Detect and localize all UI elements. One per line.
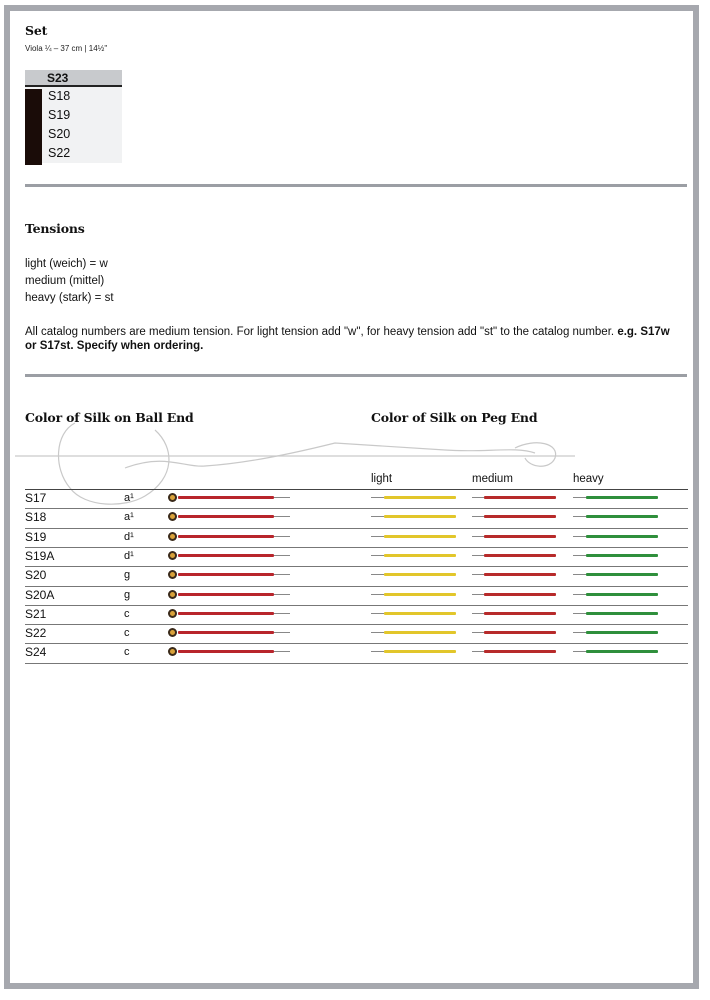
tension-paragraph-bold: e.g. S17w or S17st. Specify when ordering. — [25, 326, 670, 352]
col-medium-label: medium — [472, 473, 513, 485]
tensions-title: Tensions — [25, 221, 85, 236]
ball-silk — [178, 593, 274, 596]
ball-silk — [178, 631, 274, 634]
string-number: S22 — [25, 626, 47, 641]
heavy-wire — [573, 574, 587, 575]
string-number: S20 — [25, 568, 47, 583]
heavy-wire — [573, 613, 587, 614]
set-item: S18 — [25, 87, 122, 106]
row-divider — [25, 663, 688, 664]
light-wire — [371, 536, 385, 537]
medium-silk — [484, 573, 556, 576]
light-wire — [371, 497, 385, 498]
light-silk — [384, 515, 456, 518]
set-color-bar — [25, 89, 42, 165]
ball-silk — [178, 515, 274, 518]
ball-wire — [274, 555, 290, 556]
ball-end-icon — [168, 590, 177, 599]
light-silk — [384, 612, 456, 615]
ball-end-icon — [168, 532, 177, 541]
set-item: S19 — [25, 106, 122, 125]
string-note: a¹ — [124, 492, 134, 504]
light-silk — [384, 631, 456, 634]
string-note: d¹ — [124, 549, 134, 562]
medium-silk — [484, 593, 556, 596]
medium-wire — [472, 516, 484, 517]
light-wire — [371, 613, 385, 614]
ball-silk — [178, 496, 274, 499]
medium-silk — [484, 554, 556, 557]
ball-wire — [274, 516, 290, 517]
string-number: S19 — [25, 529, 47, 544]
divider — [25, 374, 687, 377]
ball-wire — [274, 497, 290, 498]
ball-silk — [178, 535, 274, 538]
col-heavy-label: heavy — [573, 473, 604, 485]
ball-end-title: Color of Silk on Ball End — [25, 410, 194, 425]
medium-silk — [484, 496, 556, 499]
divider — [25, 184, 687, 187]
string-note: c — [124, 607, 130, 620]
medium-wire — [472, 594, 484, 595]
light-wire — [371, 516, 385, 517]
set-item: S22 — [25, 144, 122, 163]
light-silk — [384, 554, 456, 557]
medium-silk — [484, 612, 556, 615]
ball-end-icon — [168, 609, 177, 618]
heavy-silk — [586, 496, 658, 499]
light-wire — [371, 555, 385, 556]
ball-wire — [274, 632, 290, 633]
string-note: g — [124, 588, 131, 601]
heavy-silk — [586, 631, 658, 634]
medium-silk — [484, 515, 556, 518]
set-item: S20 — [25, 125, 122, 144]
heavy-silk — [586, 554, 658, 557]
light-silk — [384, 650, 456, 653]
heavy-silk — [586, 535, 658, 538]
ball-wire — [274, 651, 290, 652]
heavy-wire — [573, 536, 587, 537]
light-silk — [384, 496, 456, 499]
light-silk — [384, 573, 456, 576]
light-wire — [371, 651, 385, 652]
light-wire — [371, 594, 385, 595]
string-number: S17 — [25, 491, 47, 505]
medium-wire — [472, 651, 484, 652]
heavy-silk — [586, 650, 658, 653]
heavy-silk — [586, 573, 658, 576]
light-silk — [384, 593, 456, 596]
ball-silk — [178, 612, 274, 615]
heavy-wire — [573, 516, 587, 517]
string-note: c — [124, 627, 130, 640]
heavy-silk — [586, 593, 658, 596]
ball-wire — [274, 574, 290, 575]
string-note: c — [124, 646, 130, 659]
medium-silk — [484, 650, 556, 653]
set-subtitle: Viola ¼ – 37 cm | 14½" — [25, 44, 108, 53]
tension-medium: medium (mittel) — [25, 275, 105, 287]
heavy-silk — [586, 612, 658, 615]
set-title: Set — [25, 23, 48, 38]
medium-wire — [472, 536, 484, 537]
ball-silk — [178, 554, 274, 557]
medium-wire — [472, 613, 484, 614]
ball-silk — [178, 573, 274, 576]
heavy-wire — [573, 555, 587, 556]
heavy-silk — [586, 515, 658, 518]
ball-end-icon — [168, 493, 177, 502]
light-silk — [384, 535, 456, 538]
string-number: S21 — [25, 606, 47, 621]
string-note: d¹ — [124, 530, 134, 543]
medium-silk — [484, 535, 556, 538]
string-number: S19A — [25, 548, 55, 563]
peg-end-title: Color of Silk on Peg End — [371, 410, 538, 425]
tension-light: light (weich) = w — [25, 258, 108, 270]
ball-wire — [274, 613, 290, 614]
string-number: S18 — [25, 510, 47, 525]
ball-wire — [274, 594, 290, 595]
string-note: g — [124, 569, 131, 582]
light-wire — [371, 574, 385, 575]
string-number: S24 — [25, 645, 47, 660]
tension-paragraph-text: All catalog numbers are medium tension. For light tension add "w", for heavy tension add "st" to the catalog number. — [25, 326, 615, 338]
viola-sketch — [15, 408, 575, 528]
heavy-wire — [573, 651, 587, 652]
medium-silk — [484, 631, 556, 634]
medium-wire — [472, 574, 484, 575]
heavy-wire — [573, 594, 587, 595]
heavy-wire — [573, 632, 587, 633]
ball-silk — [178, 650, 274, 653]
set-header: S23 — [25, 70, 122, 87]
tension-paragraph — [25, 325, 675, 353]
light-wire — [371, 632, 385, 633]
heavy-wire — [573, 497, 587, 498]
string-number: S20A — [25, 587, 55, 602]
col-light-label: light — [371, 473, 393, 485]
tension-heavy: heavy (stark) = st — [25, 292, 114, 304]
ball-wire — [274, 536, 290, 537]
medium-wire — [472, 555, 484, 556]
ball-end-icon — [168, 551, 177, 560]
medium-wire — [472, 497, 484, 498]
medium-wire — [472, 632, 484, 633]
string-note: a¹ — [124, 511, 134, 524]
